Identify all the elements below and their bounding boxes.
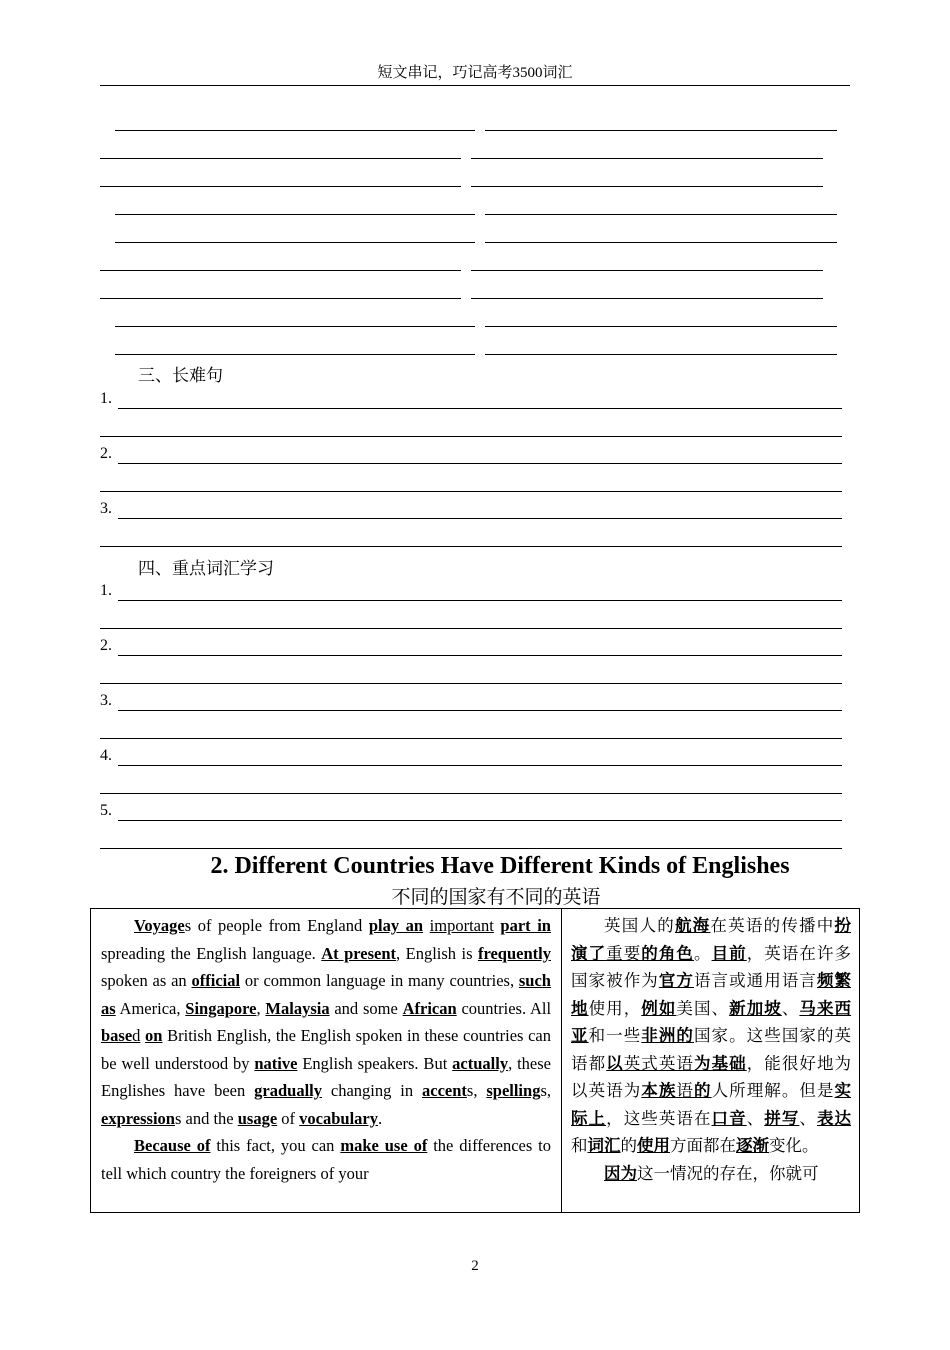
list-item-number: 5.: [100, 802, 112, 819]
list-item-number: 1.: [100, 582, 112, 599]
chinese-passage: 英国人的航海在英语的传播中扮演了重要的角色。目前，英语在许多国家被作为官方语言或通用语言频繁地使用，例如美国、新加坡、马来西亚和一些非洲的国家。这些国家的英语都以英式英语为基础，能很好地为以英语为本族语的人所理解。但是实际上，这些英语在口音、拼写、表达和词汇的使用方面都在逐渐变化。 因为这一情况的存在，你就可: [571, 916, 852, 1183]
list-item-number: 2.: [100, 445, 112, 462]
article-title: 2. Different Countries Have Different Kinds of Englishes: [210, 853, 790, 879]
article-subtitle: 不同的国家有不同的英语: [391, 887, 601, 908]
page-header: 短文串记，巧记高考3500词汇: [100, 63, 850, 86]
section-title-key-vocabulary: 四、重点词汇学习: [138, 559, 274, 578]
section-title-long-sentences: 三、长难句: [138, 366, 223, 385]
list-item-number: 4.: [100, 747, 112, 764]
list-item-number: 3.: [100, 692, 112, 709]
list-item-number: 3.: [100, 500, 112, 517]
list-item-number: 2.: [100, 637, 112, 654]
page-number: 2: [471, 1258, 479, 1274]
bilingual-text-table: [90, 908, 860, 1213]
english-passage: Voyages of people from England play an important part in spreading the English language. At present, English is frequently spoken as an official or common language in many countries, such as America, Singapore, Malaysia and some African countries. All based on British English, the English spoken in these countries can be well understood by native English speakers. But actually, these Englishes have been gradually changing in accents, spellings, expressions and the usage of vocabulary. Because of this fact, you can make use of the differences to tell which country the foreigners of your: [101, 916, 552, 1183]
list-item-number: 1.: [100, 390, 112, 407]
